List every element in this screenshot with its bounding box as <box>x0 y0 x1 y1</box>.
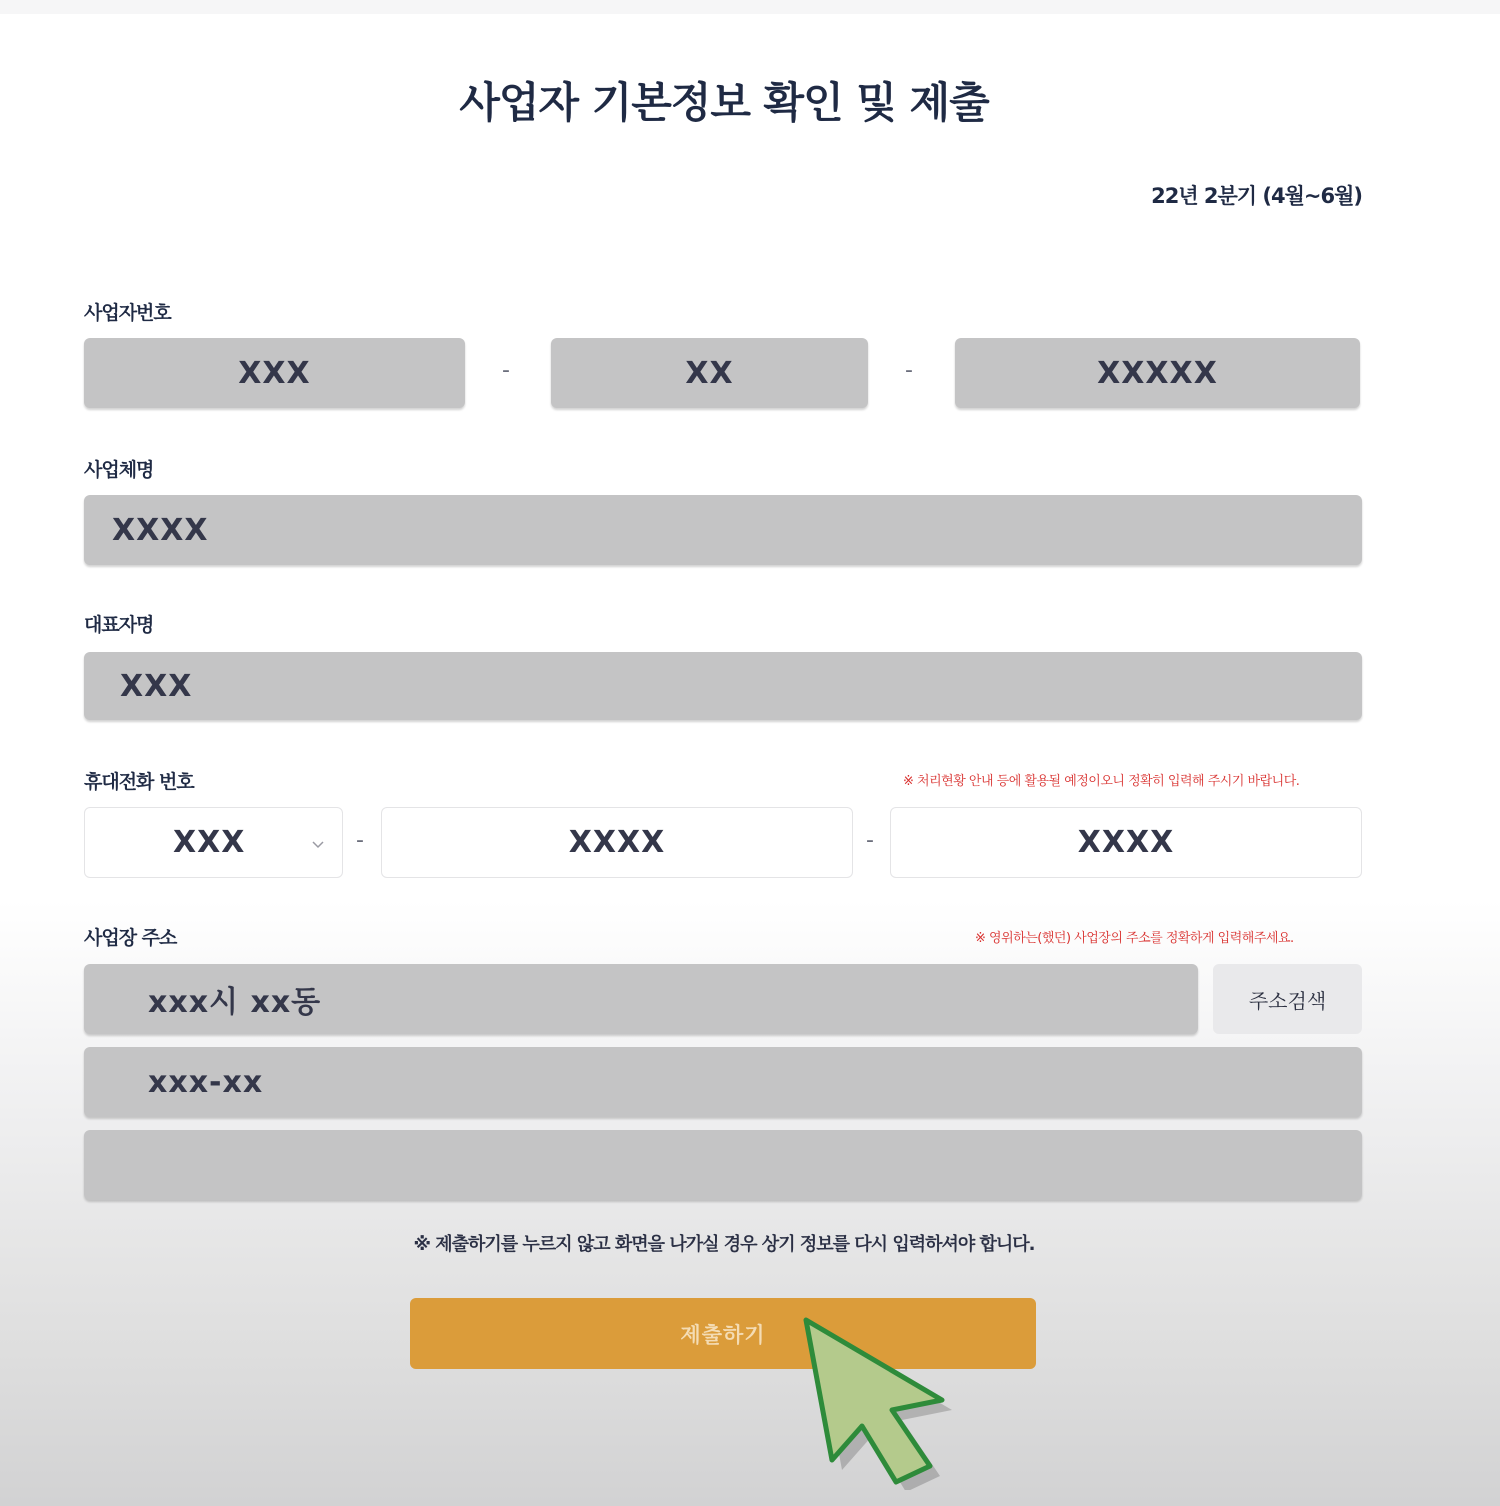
mobile-dash-2: - <box>866 828 874 853</box>
mobile-label: 휴대전화 번호 <box>84 771 194 793</box>
mobile-prefix-select[interactable] <box>84 807 343 878</box>
representative-label: 대표자명 <box>84 614 154 636</box>
address-line2-value: xxx-xx <box>148 1064 264 1100</box>
mobile-last-field[interactable] <box>890 807 1362 878</box>
mobile-middle-field[interactable] <box>381 807 853 878</box>
top-bar <box>0 0 1500 14</box>
business-number-part3-value: XXXXX <box>1097 355 1218 391</box>
business-number-part1[interactable] <box>84 338 465 408</box>
quarter-label: 22년 2분기 (4월~6월) <box>1151 184 1362 208</box>
representative-field[interactable] <box>84 652 1362 720</box>
mobile-notice: ※ 처리현황 안내 등에 활용될 예정이오니 정확히 입력해 주시기 바랍니다. <box>903 774 1300 789</box>
address-line1-field[interactable] <box>84 964 1198 1034</box>
company-name-field[interactable] <box>84 495 1362 565</box>
mobile-last-value: XXXX <box>1077 825 1175 860</box>
business-number-part2-value: XX <box>685 355 734 391</box>
mobile-dash-1: - <box>356 828 364 853</box>
mobile-middle-value: XXXX <box>568 825 666 860</box>
business-number-part2[interactable] <box>551 338 868 408</box>
representative-value: XXX <box>120 668 193 704</box>
address-search-button[interactable]: 주소검색 <box>1213 964 1362 1034</box>
address-line2-field[interactable] <box>84 1047 1362 1117</box>
page-title: 사업자 기본정보 확인 및 제출 <box>459 78 989 127</box>
mouse-pointer-icon <box>798 1312 958 1490</box>
mobile-prefix-value: XXX <box>173 825 246 860</box>
company-name-value: XXXX <box>112 512 209 548</box>
chevron-down-icon <box>310 836 326 852</box>
business-number-part1-value: XXX <box>238 355 311 391</box>
business-number-dash-1: - <box>502 358 510 383</box>
address-line1-value: xxx시 xx동 <box>148 985 322 1020</box>
submit-button[interactable]: 제출하기 <box>410 1298 1036 1369</box>
business-number-part3[interactable] <box>955 338 1360 408</box>
bottom-notice: ※ 제출하기를 누르지 않고 화면을 나가실 경우 상기 정보를 다시 입력하셔야 합니다. <box>413 1234 1035 1255</box>
address-label: 사업장 주소 <box>84 927 177 949</box>
company-name-label: 사업체명 <box>84 459 154 481</box>
business-number-label: 사업자번호 <box>84 302 171 324</box>
address-line3-field[interactable] <box>84 1130 1362 1200</box>
business-number-dash-2: - <box>905 358 913 383</box>
address-notice: ※ 영위하는(했던) 사업장의 주소를 정확하게 입력해주세요. <box>975 931 1294 946</box>
